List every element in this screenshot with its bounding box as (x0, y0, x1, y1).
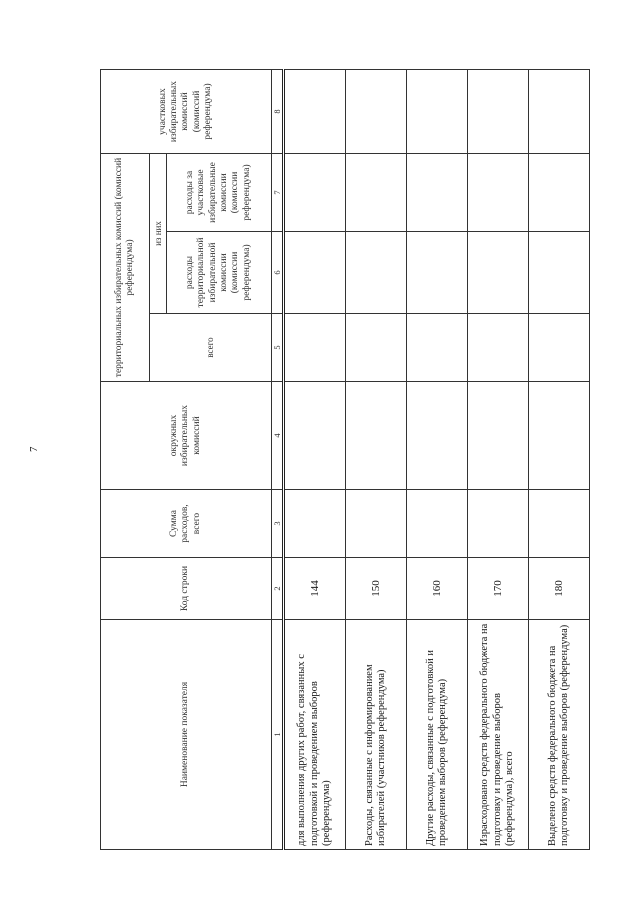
value-cell (284, 314, 346, 382)
column-number: 3 (272, 490, 284, 558)
value-cell (407, 314, 468, 382)
value-cell (346, 70, 407, 154)
value-cell (284, 154, 346, 232)
value-cell (529, 314, 590, 382)
value-cell (468, 382, 529, 490)
value-cell (468, 490, 529, 558)
row-name: Израсходовано средств федерального бюджета на подготовку и проведение выборов (референдума), всего (468, 620, 529, 850)
header-territorial-group: территориальных избирательных комиссий (комиссий референдума) (101, 154, 150, 382)
row-code: 144 (284, 558, 346, 620)
value-cell (529, 232, 590, 314)
row-name: Выделено средств федерального бюджета на подготовку и проведение выборов (референдума) (529, 620, 590, 850)
row-code: 180 (529, 558, 590, 620)
column-number: 2 (272, 558, 284, 620)
value-cell (529, 70, 590, 154)
header-precinct-expenses: расходы за участковые избирательные комиссии (комиссии референдума) (167, 154, 272, 232)
value-cell (529, 154, 590, 232)
value-cell (529, 490, 590, 558)
column-number: 5 (272, 314, 284, 382)
value-cell (346, 490, 407, 558)
row-code: 170 (468, 558, 529, 620)
column-number-row (272, 70, 284, 850)
header-district-commissions: окружных избирательных комиссий (101, 382, 272, 490)
column-number: 6 (272, 232, 284, 314)
row-code: 160 (407, 558, 468, 620)
row-name: для выполнения других работ, связанных с подготовкой и проведением выборов (референдума) (284, 620, 346, 850)
value-cell (284, 232, 346, 314)
page-number: 7 (28, 446, 40, 452)
header-code: Код строки (101, 558, 272, 620)
column-number: 4 (272, 382, 284, 490)
value-cell (468, 232, 529, 314)
header-territorial-expenses: расходы территориальной избирательной комиссии (комиссии референдума) (167, 232, 272, 314)
header-total-sum: Сумма расходов, всего (101, 490, 272, 558)
table-row (407, 70, 468, 850)
rotated-report-sheet (100, 70, 571, 850)
column-number: 1 (272, 620, 284, 850)
value-cell (284, 382, 346, 490)
value-cell (284, 70, 346, 154)
value-cell (284, 490, 346, 558)
header-name: Наименование показателя (101, 620, 272, 850)
expenses-table (100, 69, 590, 850)
value-cell (346, 314, 407, 382)
value-cell (346, 232, 407, 314)
value-cell (468, 154, 529, 232)
value-cell (468, 314, 529, 382)
table-row (284, 70, 346, 850)
value-cell (407, 70, 468, 154)
header-precinct-commissions: участковых избирательных комиссий (комиссий референдума) (101, 70, 272, 154)
column-number: 8 (272, 70, 284, 154)
row-code: 150 (346, 558, 407, 620)
header-of-them: из них (150, 154, 167, 314)
table-row (468, 70, 529, 850)
header-territorial-total: всего (150, 314, 272, 382)
value-cell (407, 490, 468, 558)
value-cell (468, 70, 529, 154)
value-cell (407, 232, 468, 314)
value-cell (407, 154, 468, 232)
value-cell (407, 382, 468, 490)
row-name: Расходы, связанные с информированием избирателей (участников референдума) (346, 620, 407, 850)
table-row (346, 70, 407, 850)
value-cell (346, 382, 407, 490)
column-number: 7 (272, 154, 284, 232)
table-row (529, 70, 590, 850)
value-cell (346, 154, 407, 232)
value-cell (529, 382, 590, 490)
row-name: Другие расходы, связанные с подготовкой и проведением выборов (референдума) (407, 620, 468, 850)
